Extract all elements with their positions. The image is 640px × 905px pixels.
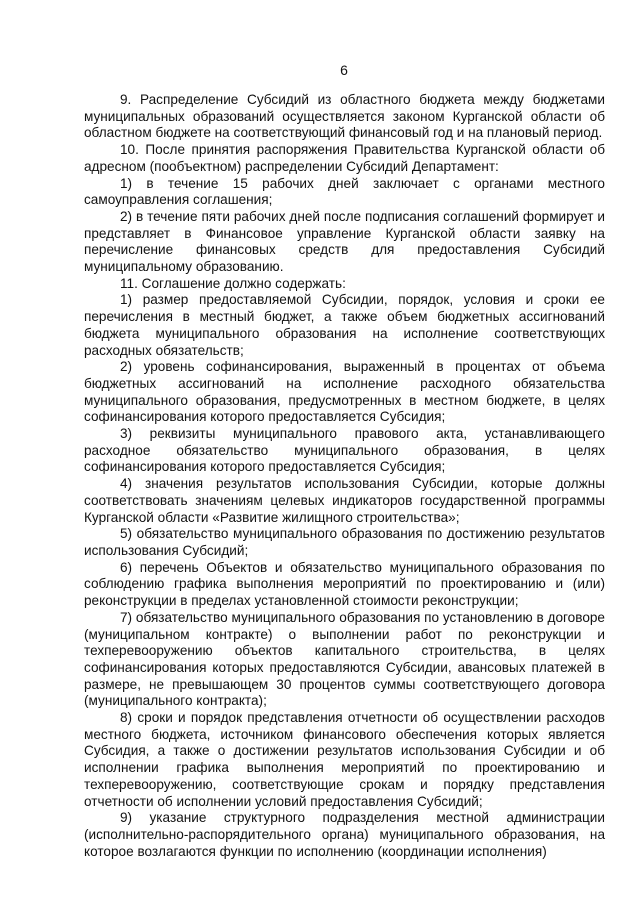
paragraph-11-item-6: 6) перечень Объектов и обязательство муниципального образования по соблюдению графика выполнения мероприятий по проектированию и (или) реконструкции в пределах установленной стоимости реконструкции; (84, 559, 605, 609)
paragraph-11-item-7: 7) обязательство муниципального образования по установлению в договоре (муниципальном контракте) о выполнении работ по реконструкции и техперевооружению объектов капитального строительства, в целях софинансирования которых предоставляются Субсидии, авансовых платежей в размере, не превышающем 30 процентов суммы соответствующего договора (муниципального контракта); (84, 609, 605, 709)
paragraph-11-item-2: 2) уровень софинансирования, выраженный в процентах от объема бюджетных ассигнований на исполнение расходного обязательства муниципального образования, предусмотренных в местном бюджете, в целях софинансирования которого предоставляется Субсидия; (84, 359, 605, 425)
paragraph-11-item-1: 1) размер предоставляемой Субсидии, порядок, условия и сроки ее перечисления в местный бюджет, а также объем бюджетных ассигнований бюджета муниципального образования на исполнение соответствующих расходных обязательств; (84, 292, 605, 358)
page-number: 6 (340, 62, 348, 78)
document-body (84, 92, 605, 860)
paragraph-11-item-3: 3) реквизиты муниципального правового акта, устанавливающего расходное обязательство муниципального образования, в целях софинансирования которого предоставляется Субсидия; (84, 426, 605, 475)
paragraph-11-item-9: 9) указание структурного подразделения местной администрации (исполнительно-распорядительного органа) муниципального образования, на которое возлагаются функции по исполнению (координации исполнения) (84, 810, 605, 859)
paragraph-10-department-actions: 10. После принятия распоряжения Правительства Курганской области об адресном (пообъектном) распределении Субсидий Департамент: (84, 142, 605, 174)
paragraph-11-agreement-contents: 11. Соглашение должно содержать: (120, 275, 346, 291)
paragraph-11-item-5: 5) обязательство муниципального образования по достижению результатов использования Субсидий; (84, 526, 605, 558)
paragraph-11-item-4: 4) значения результатов использования Субсидии, которые должны соответствовать значениям целевых индикаторов государственной программы Курганской области «Развитие жилищного строительства»; (84, 476, 605, 525)
paragraph-9-subsidy-distribution: 9. Распределение Субсидий из областного бюджета между бюджетами муниципальных образований осуществляется законом Курганской области об областном бюджете на соответствующий финансовый год и на плановый период. (84, 92, 605, 141)
paragraph-10-item-2: 2) в течение пяти рабочих дней после подписания соглашений формирует и представляет в Финансовое управление Курганской области заявку на перечисление финансовых средств для предоставления Субсидий муниципальному образованию. (84, 208, 605, 275)
paragraph-11-item-8: 8) сроки и порядок представления отчетности об осуществлении расходов местного бюджета, источником финансового обеспечения которых является Субсидия, а также о достижении результатов использования Субсидии и об исполнении графика выполнения мероприятий по проектированию и техперевооружению, соответствующие срокам и порядку представления отчетности об исполнении условий предоставления Субсидий; (84, 710, 605, 809)
paragraph-10-item-1: 1) в течение 15 рабочих дней заключает с органами местного самоуправления соглашения; (84, 175, 605, 208)
